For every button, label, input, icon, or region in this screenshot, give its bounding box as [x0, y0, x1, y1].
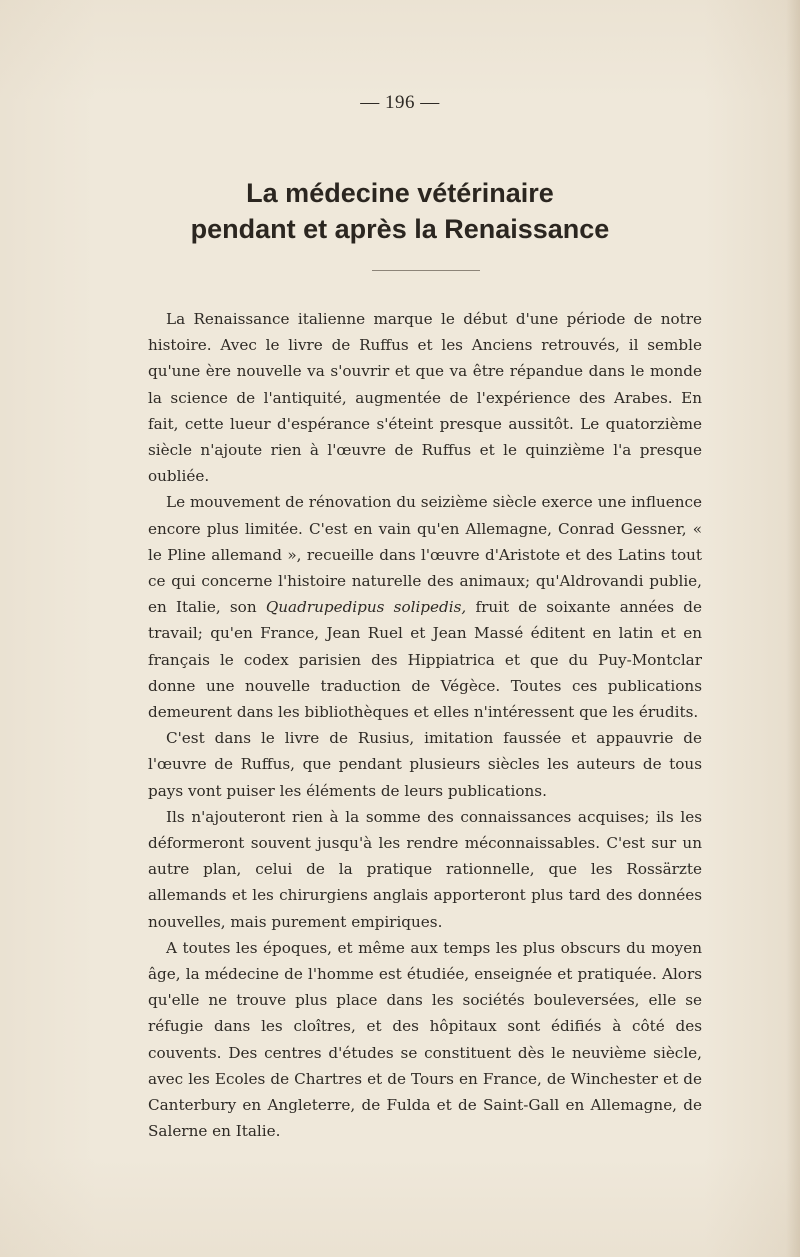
body-text	[148, 306, 702, 1145]
paragraph-4-text: Ils n'ajouteront rien à la somme des connaissances acquises; ils les déformeront souvent jusqu'à les rendre méconnaissables. C'est sur un autre plan, celui de la pratique rationnelle, que les Rossärzte allemands et les chirurgiens anglais apporteront plus tard des données nouvelles, mais purement empiriques.	[148, 807, 702, 931]
paragraph-1	[148, 306, 702, 489]
paragraph-3	[148, 725, 702, 804]
paragraph-5	[148, 935, 702, 1145]
paragraph-5-text: A toutes les époques, et même aux temps les plus obscurs du moyen âge, la médecine de l'homme est étudiée, enseignée et pratiquée. Alors qu'elle ne trouve plus place dans les sociétés bouleversées, elle se réfugie dans les cloîtres, et des hôpitaux sont édifiés à côté des couvents. Des centres d'études se constituent dès le neuvième siècle, avec les Ecoles de Chartres et de Tours en France, de Winchester et de Canterbury en Angleterre, de Fulda et de Saint-Gall en Allemagne, de Salerne en Italie.	[148, 938, 702, 1141]
paragraph-2	[148, 489, 702, 725]
chapter-title-line-2: pendant et après la Renaissance	[190, 214, 610, 244]
paragraph-3-text: C'est dans le livre de Rusius, imitation faussée et appauvrie de l'œuvre de Ruffus, que pendant plusieurs siècles les auteurs de tous pays vont puiser les éléments de leurs publications.	[148, 729, 702, 800]
page-edge-shadow	[786, 0, 800, 1257]
paragraph-2-text-end: fruit de soixante années de travail; qu'en France, Jean Ruel et Jean Massé éditent en latin et en français le codex parisien des Hippiatrica et que du Puy-Montclar donne une nouvelle traduction de Végèce. Toutes ces publications demeurent dans les bibliothèques et elles n'intéressent que les érudits.	[148, 598, 703, 722]
page-number: — 196 —	[360, 92, 440, 113]
title-divider	[372, 270, 480, 271]
book-title-italic: Quadrupedipus solipedis,	[265, 598, 467, 617]
paragraph-4	[148, 804, 702, 935]
chapter-title	[0, 175, 800, 247]
paragraph-2-text-start: Le mouvement de rénovation du seizième siècle exerce une influence encore plus limitée. C'est en vain qu'en Allemagne, Conrad Gessner, « le Pline allemand », recueille dans l'œuvre d'Aristote et des Latins tout ce qui concerne l'histoire naturelle des animaux; qu'Aldrovandi publie, en Italie, son	[148, 493, 702, 617]
paragraph-1-text: La Renaissance italienne marque le début d'une période de notre histoire. Avec le livre de Ruffus et les Anciens retrouvés, il semble qu'une ère nouvelle va s'ouvrir et que va être répandue dans le monde la science de l'antiquité, augmentée de l'expérience des Arabes. En fait, cette lueur d'espérance s'éteint presque aussitôt. Le quatorzième siècle n'ajoute rien à l'œuvre de Ruffus et le quinzième l'a presque oubliée.	[148, 310, 702, 486]
chapter-title-line-1: La médecine vétérinaire	[246, 178, 554, 208]
